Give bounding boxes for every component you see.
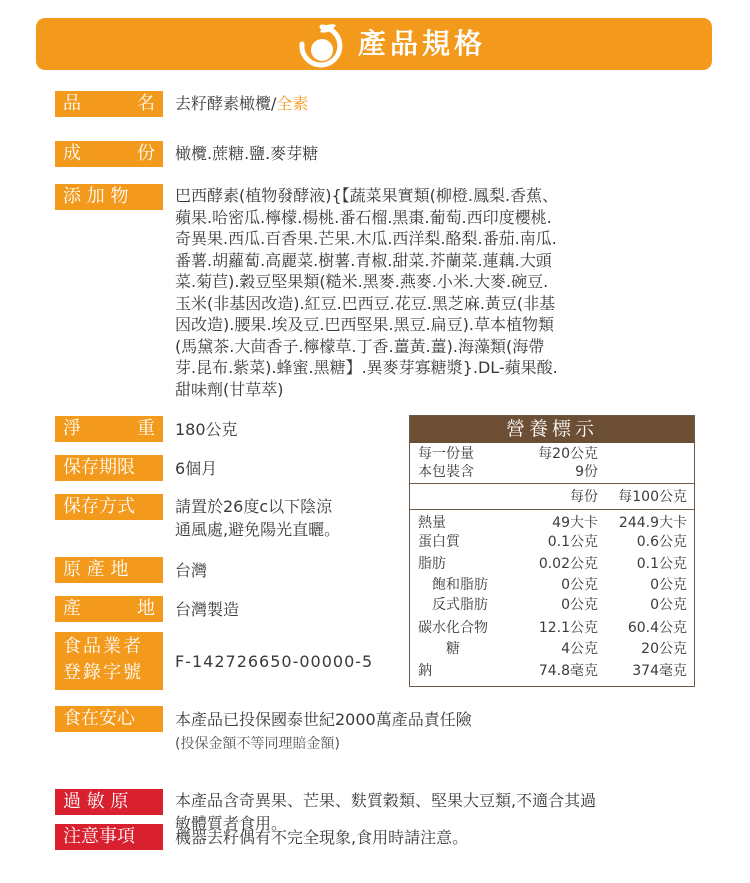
serving-size-label: 每一份量 xyxy=(418,446,474,462)
value-insurance: 本產品已投保國泰世紀2000萬產品責任險 xyxy=(175,710,472,729)
nutrient-name: 脂肪 xyxy=(418,556,446,572)
nutrient-per-100g: 60.4公克 xyxy=(627,620,687,636)
column-per-serving: 每份 xyxy=(570,489,598,505)
value-allergen: 本產品含奇異果、芒果、麩質穀類、堅果大豆類,不適合其過 敏體質者食用。 xyxy=(175,791,597,833)
label-shelf-life: 保存期限 xyxy=(55,455,163,481)
page-title: 產品規格 xyxy=(358,27,487,60)
nutrient-per-serving: 0.02公克 xyxy=(538,556,598,572)
nutrient-per-100g: 20公克 xyxy=(641,641,687,657)
label-additives: 添 加 物 xyxy=(55,184,163,210)
nutrient-name: 鈉 xyxy=(418,663,432,679)
label-net-weight: 淨 重 xyxy=(55,416,163,442)
label-allergen: 過 敏 原 xyxy=(55,789,163,815)
value-origin: 台灣 xyxy=(175,561,208,580)
nutrient-name: 飽和脂肪 xyxy=(432,577,488,593)
nutrient-per-serving: 74.8毫克 xyxy=(538,663,598,679)
nutrient-per-100g: 0公克 xyxy=(650,577,687,593)
value-product-name: 去籽酵素橄欖/全素 xyxy=(175,94,309,113)
nutrient-per-serving: 4公克 xyxy=(561,641,598,657)
serving-size-value: 每20公克 xyxy=(538,446,598,462)
label-origin: 原 產 地 xyxy=(55,557,163,583)
label-caution: 注意事項 xyxy=(55,824,163,850)
nutrient-per-serving: 0公克 xyxy=(561,577,598,593)
column-per-100g: 每100公克 xyxy=(618,489,687,505)
label-storage: 保存方式 xyxy=(55,494,163,520)
nutrient-name: 碳水化合物 xyxy=(418,620,488,636)
nutrient-name: 蛋白質 xyxy=(418,534,460,550)
value-place-of-manufacture: 台灣製造 xyxy=(175,600,240,619)
value-ingredients: 橄欖.蔗糖.鹽.麥芽糖 xyxy=(175,144,319,163)
vegan-highlight: 全素 xyxy=(276,94,309,113)
label-product-name: 品 名 xyxy=(55,91,163,117)
value-shelf-life: 6個月 xyxy=(175,459,218,478)
nutrient-per-serving: 12.1公克 xyxy=(538,620,598,636)
nutrition-title: 營養標示 xyxy=(410,416,694,443)
nutrient-per-serving: 49大卡 xyxy=(552,515,598,531)
nutrient-name: 糖 xyxy=(446,641,460,657)
servings-per-pack-value: 9份 xyxy=(575,464,598,480)
nutrient-per-serving: 0.1公克 xyxy=(547,534,598,550)
nutrient-per-100g: 374毫克 xyxy=(632,663,687,679)
nutrition-table xyxy=(409,415,695,687)
value-net-weight: 180公克 xyxy=(175,420,238,439)
nutrient-per-100g: 0.1公克 xyxy=(636,556,687,572)
value-registration-number: F-142726650-00000-5 xyxy=(175,652,374,671)
nutrient-name: 熱量 xyxy=(418,515,446,531)
nutrient-per-100g: 0.6公克 xyxy=(636,534,687,550)
title-banner xyxy=(36,18,712,70)
nutrient-name: 反式脂肪 xyxy=(432,597,488,613)
label-place-of-manufacture: 產 地 xyxy=(55,596,163,622)
nutrient-per-serving: 0公克 xyxy=(561,597,598,613)
value-storage: 請置於26度c以下陰涼 通風處,避免陽光直曬。 xyxy=(175,497,341,539)
label-ingredients: 成 份 xyxy=(55,141,163,167)
nutrient-per-100g: 0公克 xyxy=(650,597,687,613)
servings-per-pack-label: 本包裝含 xyxy=(418,464,474,480)
value-additives: 巴西酵素(植物發酵液){【蔬菜果實類(柳橙.鳳梨.香蕉、 蘋果.哈密瓜.檸檬.楊桃.番石榴.黑棗.葡萄.西印度櫻桃. 奇異果.西瓜.百香果.芒果.木瓜.西洋梨.酪梨.番茄.南瓜. 番薯.胡蘿蔔.高麗菜.樹薯.青椒.甜菜.芥蘭菜.蓮藕.大頭 菜.菊苣).穀豆堅果類(糙米.黑麥.燕麥.小米.大麥.碗豆. 玉米(非基因改造).紅豆.巴西豆.花豆.黑芝麻.黃豆(非基 因改造).腰果.埃及豆.巴西堅果.黑豆.扁豆).草本植物類 (馬黛茶.大茴香子.檸檬草.丁香.薑黃.薑).海藻類(海帶 芽.昆布.紫菜).蜂蜜.黑糖】.異麥芽寡糖漿}.DL-蘋果酸. 甜味劑(甘草萃) xyxy=(175,186,559,399)
value-caution: 機器去籽偶有不完全現象,食用時請注意。 xyxy=(175,828,469,847)
orange-logo-icon xyxy=(296,20,346,68)
insurance-note: (投保金額不等同理賠金額) xyxy=(175,736,340,752)
nutrient-per-100g: 244.9大卡 xyxy=(618,515,687,531)
label-insurance: 食在安心 xyxy=(55,706,163,732)
label-registration-number: 食品業者 登錄字號 xyxy=(55,632,163,690)
